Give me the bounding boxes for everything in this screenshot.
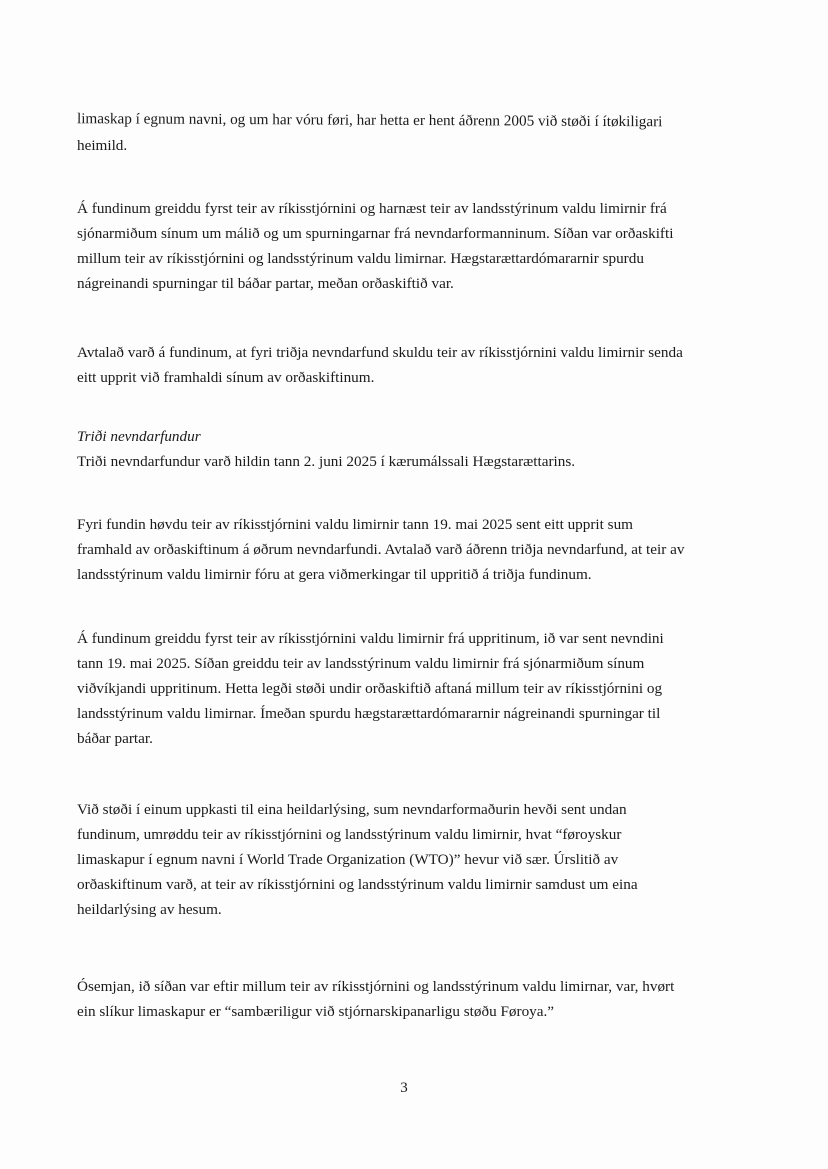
section-heading: Triði nevndarfundur — [77, 428, 201, 445]
text-line: Við støði í einum uppkasti til eina heildarlýsing, sum nevndarformaðurin hevði sent undan — [77, 801, 627, 818]
paragraph-meeting-proceedings — [77, 626, 767, 751]
text-line: heimild. — [77, 137, 128, 154]
text-line: fundinum, umrøddu teir av ríkisstjórnini og landsstýrinum valdu limirnir, hvat “føroyskur — [77, 826, 622, 843]
text-line: Ósemjan, ið síðan var eftir millum teir av ríkisstjórnini og landsstýrinum valdu limirnar, var, hvørt — [77, 978, 675, 995]
text-line: millum teir av ríkisstjórnini og landsstýrinum valdu limirnar. Hægstarættardómararnir spurdu — [77, 250, 644, 267]
paragraph-first-meeting-discussion — [77, 196, 767, 296]
text-line: sjónarmiðum sínum um málið og um spurningarnar frá nevndarformanninum. Síðan var orðaskifti — [77, 225, 674, 242]
text-line: orðaskiftinum varð, at teir av ríkisstjórnini og landsstýrinum valdu limirnir samdust um eina — [77, 876, 638, 893]
paragraph-disagreement — [77, 974, 767, 1024]
text-line: landsstýrinum valdu limirnar. Ímeðan spurdu hægstarættardómararnir nágreinandi spurningar til — [77, 705, 661, 722]
text-line: báðar partar. — [77, 730, 153, 747]
text-line: Avtalað varð á fundinum, at fyri triðja nevndarfund skuldu teir av ríkisstjórnini valdu limirnir senda — [77, 344, 683, 361]
text-line: ein slíkur limaskapur er “sambæriligur við stjórnarskipanarligu støðu Føroya.” — [77, 1003, 555, 1020]
text-line: limaskapur í egnum navni í World Trade Organization (WTO)” hevur við sær. Úrslitið av — [77, 851, 619, 868]
text-line: eitt upprit við framhaldi sínum av orðaskiftinum. — [77, 369, 375, 386]
text-line: Á fundinum greiddu fyrst teir av ríkisstjórnini og harnæst teir av landsstýrinum valdu limirnir frá — [77, 200, 667, 217]
paragraph-wto-discussion — [77, 797, 767, 922]
text-line: landsstýrinum valdu limirnir fóru at gera viðmerkingar til uppritið á triðja fundinum. — [77, 566, 592, 583]
text-line: viðvíkjandi uppritinum. Hetta legði støði undir orðaskiftið aftaná millum teir av ríkisstjórnini og — [77, 680, 663, 697]
text-line: tann 19. mai 2025. Síðan greiddu teir av landsstýrinum valdu limirnir frá sjónarmiðum sínum — [77, 655, 645, 672]
paragraph-agreement — [77, 340, 767, 390]
section-third-meeting — [77, 424, 767, 474]
text-line: nágreinandi spurningar til báðar partar, meðan orðaskiftið var. — [77, 275, 454, 292]
text-line: framhald av orðaskiftinum á øðrum nevndarfundi. Avtalað varð áðrenn triðja nevndarfund, at teir av — [77, 541, 685, 558]
text-line: limaskap í egnum navni, og um har vóru føri, har hetta er hent áðrenn 2005 við støði í ítøkiligari — [76, 110, 663, 131]
text-line: Á fundinum greiddu fyrst teir av ríkisstjórnini valdu limirnir frá uppritinum, ið var sent nevndini — [77, 630, 664, 647]
text-line: Triði nevndarfundur varð hildin tann 2. juni 2025 í kærumálssali Hægstarættarins. — [77, 453, 576, 470]
page-number: 3 — [400, 1080, 408, 1096]
text-line: heildarlýsing av hesum. — [77, 901, 222, 918]
text-line: Fyri fundin høvdu teir av ríkisstjórnini valdu limirnir tann 19. mai 2025 sent eitt upprit sum — [77, 516, 633, 533]
paragraph-before-meeting — [77, 512, 767, 587]
paragraph-continuation — [77, 108, 767, 158]
